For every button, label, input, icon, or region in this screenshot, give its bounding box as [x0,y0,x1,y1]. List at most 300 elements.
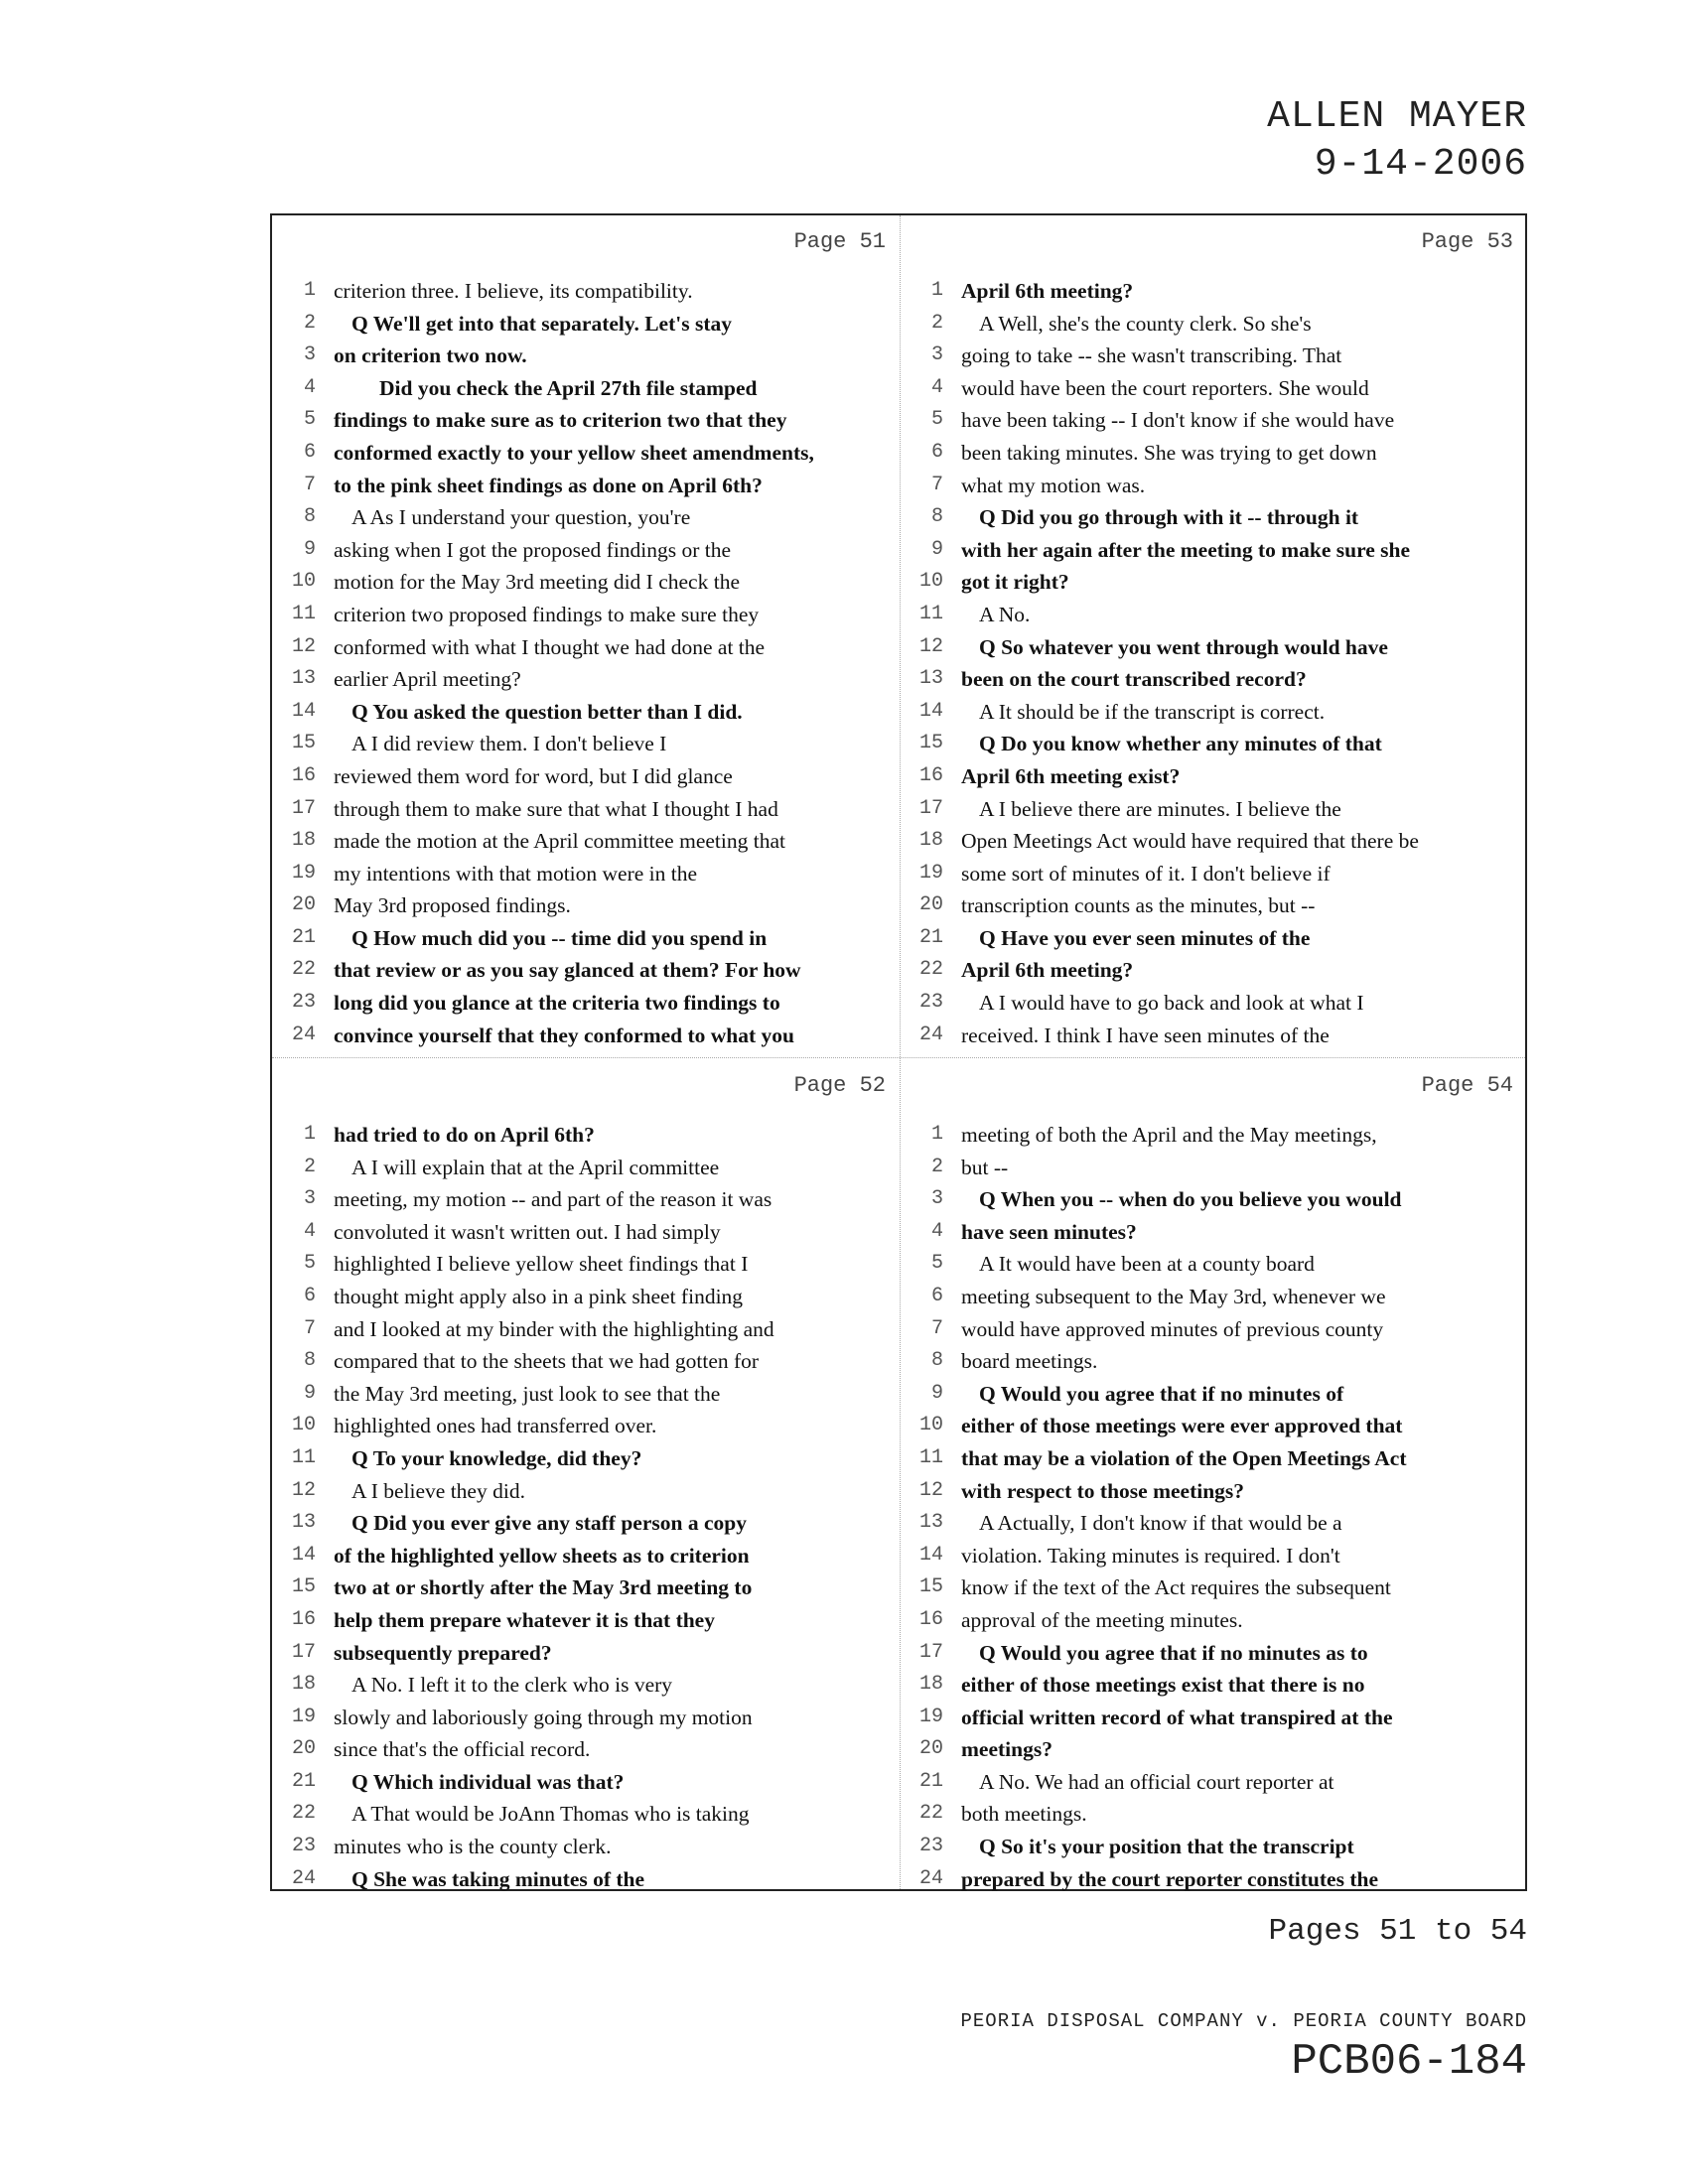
line-number: 11 [291,1445,316,1469]
line-text: conformed exactly to your yellow sheet amendments, [334,440,814,465]
line-number: 10 [291,1414,316,1437]
transcript-line [900,1119,1527,1152]
line-number: 14 [291,699,316,723]
line-number: 6 [303,1284,316,1307]
transcript-line [900,1248,1527,1281]
line-number: 21 [291,1769,316,1793]
transcript-line [272,1637,900,1670]
transcript-line [272,275,900,308]
line-number: 16 [918,1607,943,1631]
line-number: 18 [291,1673,316,1697]
page-label: Page 52 [793,1073,886,1098]
line-text: April 6th meeting exist? [961,763,1181,788]
transcript-line [900,534,1527,567]
transcript-line [900,954,1527,987]
line-number: 12 [918,634,943,658]
transcript-frame [270,213,1527,1891]
line-text: transcription counts as the minutes, but -- [961,893,1316,918]
line-number: 20 [291,1737,316,1761]
witness-name: ALLEN MAYER [1267,95,1527,138]
line-number: 1 [930,1123,943,1146]
line-number: 19 [291,861,316,885]
line-text: got it right? [961,570,1069,595]
transcript-line [900,1604,1527,1637]
transcript-line [272,470,900,502]
transcript-line [900,1152,1527,1184]
line-text: motion for the May 3rd meeting did I check the [334,570,740,595]
line-number: 2 [930,311,943,335]
line-text: findings to make sure as to criterion two that they [334,408,787,433]
line-text: compared that to the sheets that we had gotten for [334,1349,760,1374]
line-number: 20 [918,893,943,917]
line-number: 24 [291,1866,316,1890]
line-number: 16 [918,763,943,787]
transcript-line [272,1831,900,1863]
transcript-line [272,1119,900,1152]
line-number: 4 [303,1219,316,1243]
line-text: would have approved minutes of previous county [961,1316,1384,1341]
transcript-line [900,1475,1527,1508]
transcript-line [900,1637,1527,1670]
line-number: 1 [303,279,316,302]
transcript-line [272,1604,900,1637]
line-number: 14 [291,1543,316,1567]
transcript-line [900,1798,1527,1831]
line-text: had tried to do on April 6th? [334,1123,595,1147]
line-text: A That would be JoAnn Thomas who is taking [351,1802,750,1827]
line-number: 9 [303,537,316,561]
line-text: some sort of minutes of it. I don't believe if [961,861,1331,886]
transcript-line [272,793,900,826]
line-text: either of those meetings were ever approved that [961,1414,1403,1438]
transcript-line [272,372,900,405]
line-number: 7 [303,1316,316,1340]
line-text: A I did review them. I don't believe I [351,732,667,756]
line-text: both meetings. [961,1802,1087,1827]
line-number: 7 [930,473,943,496]
line-number: 11 [918,602,943,625]
transcript-line [900,663,1527,696]
transcript-line [272,1766,900,1799]
page-label: Page 51 [793,229,886,254]
line-number: 17 [291,796,316,820]
line-number: 2 [930,1155,943,1178]
transcript-line [900,437,1527,470]
line-number: 8 [930,505,943,529]
line-text: A I would have to go back and look at what I [979,991,1364,1016]
transcript-line [900,340,1527,372]
line-text: April 6th meeting? [961,958,1134,983]
line-number: 21 [918,1769,943,1793]
line-text: Q So whatever you went through would have [979,634,1388,659]
line-number: 5 [930,1252,943,1276]
line-number: 4 [303,375,316,399]
transcript-line [900,372,1527,405]
line-text: since that's the official record. [334,1737,591,1762]
transcript-line [272,728,900,760]
line-text: April 6th meeting? [961,279,1134,303]
transcript-line [900,760,1527,793]
line-text: Q Did you ever give any staff person a copy [351,1511,747,1536]
line-text: A Actually, I don't know if that would be a [979,1511,1342,1536]
line-number: 6 [303,440,316,464]
transcript-line [272,858,900,890]
transcript-line [900,1313,1527,1346]
line-text: meeting of both the April and the May meetings, [961,1123,1377,1147]
line-text: reviewed them word for word, but I did glance [334,763,733,788]
transcript-line [272,404,900,437]
line-text: Q You asked the question better than I did. [351,699,743,724]
row-divider [272,1057,1525,1058]
page-lines [272,275,900,1051]
transcript-line [900,987,1527,1020]
transcript-line [900,1378,1527,1411]
page-lines [900,275,1527,1051]
transcript-line [272,599,900,631]
transcript-line [900,1442,1527,1475]
line-number: 3 [303,343,316,367]
line-text: A No. We had an official court reporter at [979,1769,1334,1794]
line-number: 23 [291,1835,316,1858]
line-number: 23 [291,991,316,1015]
transcript-line [900,1345,1527,1378]
line-text: Q Which individual was that? [351,1769,625,1794]
line-text: highlighted I believe yellow sheet findings that I [334,1252,749,1277]
line-number: 14 [918,699,943,723]
line-number: 3 [930,343,943,367]
line-text: A It would have been at a county board [979,1252,1315,1277]
line-text: Q Would you agree that if no minutes as to [979,1640,1368,1665]
line-number: 11 [918,1445,943,1469]
transcript-line [900,1766,1527,1799]
line-text: that review or as you say glanced at them? For how [334,958,801,983]
line-number: 24 [918,1023,943,1046]
line-text: asking when I got the proposed findings or the [334,537,732,562]
line-number: 20 [291,893,316,917]
line-number: 23 [918,1835,943,1858]
line-number: 4 [930,1219,943,1243]
line-text: two at or shortly after the May 3rd meeting to [334,1575,753,1600]
line-text: Q To your knowledge, did they? [351,1445,642,1470]
transcript-line [272,340,900,372]
transcript-line [900,404,1527,437]
line-number: 5 [930,408,943,432]
transcript-line [272,1183,900,1216]
line-text: my intentions with that motion were in the [334,861,698,886]
line-number: 17 [918,1640,943,1664]
line-number: 12 [291,634,316,658]
transcript-line [900,1183,1527,1216]
transcript-line [272,1798,900,1831]
transcript-line [900,501,1527,534]
line-number: 12 [918,1478,943,1502]
transcript-line [900,922,1527,955]
line-number: 24 [291,1023,316,1046]
line-text: A No. I left it to the clerk who is very [351,1673,673,1698]
transcript-line [900,793,1527,826]
line-text: May 3rd proposed findings. [334,893,571,918]
line-text: conformed with what I thought we had done at the [334,634,766,659]
line-text: A I believe they did. [351,1478,525,1503]
line-number: 5 [303,408,316,432]
line-text: long did you glance at the criteria two findings to [334,991,780,1016]
case-number: PCB06-184 [1291,2037,1527,2087]
line-text: know if the text of the Act requires the subsequent [961,1575,1391,1600]
transcript-line [900,1831,1527,1863]
line-text: prepared by the court reporter constitutes the [961,1866,1378,1891]
line-number: 6 [930,440,943,464]
transcript-line [900,889,1527,922]
line-number: 22 [291,1802,316,1826]
transcript-line [272,1020,900,1052]
line-text: Open Meetings Act would have required that there be [961,829,1419,854]
line-text: A Well, she's the county clerk. So she's [979,311,1312,336]
transcript-line [272,1863,900,1896]
line-text: A As I understand your question, you're [351,505,691,530]
line-text: highlighted ones had transferred over. [334,1414,657,1438]
transcript-line [900,1863,1527,1896]
line-number: 7 [303,473,316,496]
transcript-line [272,1475,900,1508]
transcript-line [900,728,1527,760]
line-number: 19 [291,1705,316,1728]
line-text: would have been the court reporters. She would [961,375,1369,400]
line-number: 10 [918,1414,943,1437]
line-number: 17 [918,796,943,820]
line-text: A It should be if the transcript is correct. [979,699,1326,724]
line-number: 10 [918,570,943,594]
line-number: 21 [291,925,316,949]
page-label: Page 53 [1421,229,1513,254]
line-text: Q Do you know whether any minutes of that [979,732,1382,756]
line-text: Q We'll get into that separately. Let's stay [351,311,732,336]
transcript-line [272,889,900,922]
line-text: with respect to those meetings? [961,1478,1245,1503]
transcript-line [272,1571,900,1604]
line-text: meetings? [961,1737,1052,1762]
line-number: 6 [930,1284,943,1307]
transcript-line [900,275,1527,308]
transcript-line [272,696,900,729]
transcript-line [900,1216,1527,1249]
transcript-line [900,858,1527,890]
line-number: 13 [918,1511,943,1535]
line-text: subsequently prepared? [334,1640,552,1665]
line-number: 8 [930,1349,943,1373]
transcript-line [900,696,1527,729]
line-text: Q Did you go through with it -- through it [979,505,1359,530]
line-number: 8 [303,1349,316,1373]
line-number: 19 [918,861,943,885]
line-text: thought might apply also in a pink sheet finding [334,1284,744,1308]
transcript-line [272,1248,900,1281]
transcript-line [272,1669,900,1702]
line-text: made the motion at the April committee meeting that [334,829,785,854]
line-number: 3 [303,1187,316,1211]
line-number: 18 [918,1673,943,1697]
deposition-date: 9-14-2006 [1314,143,1527,186]
line-text: have seen minutes? [961,1219,1137,1244]
line-number: 10 [291,570,316,594]
line-text: Q So it's your position that the transcript [979,1835,1354,1859]
line-number: 13 [918,667,943,691]
line-text: Q Have you ever seen minutes of the [979,925,1311,950]
transcript-line [272,534,900,567]
transcript-line [272,663,900,696]
transcript-line [272,1281,900,1313]
line-number: 1 [303,1123,316,1146]
line-text: to the pink sheet findings as done on April 6th? [334,473,763,497]
page-label: Page 54 [1421,1073,1513,1098]
transcript-line [272,1378,900,1411]
line-text: Q How much did you -- time did you spend in [351,925,768,950]
line-number: 7 [930,1316,943,1340]
line-text: Q Would you agree that if no minutes of [979,1381,1344,1406]
line-number: 13 [291,667,316,691]
line-text: minutes who is the county clerk. [334,1835,612,1859]
line-number: 21 [918,925,943,949]
transcript-line [900,1540,1527,1572]
transcript-line [272,1410,900,1442]
line-text: A I will explain that at the April committee [351,1155,720,1179]
line-text: earlier April meeting? [334,667,521,692]
line-number: 24 [918,1866,943,1890]
line-text: help them prepare whatever it is that they [334,1607,715,1632]
line-text: on criterion two now. [334,343,527,368]
line-number: 9 [303,1381,316,1405]
line-text: slowly and laboriously going through my motion [334,1705,753,1729]
line-text: been on the court transcribed record? [961,667,1307,692]
line-number: 4 [930,375,943,399]
transcript-line [900,1669,1527,1702]
transcript-line [272,437,900,470]
line-text: the May 3rd meeting, just look to see that the [334,1381,721,1406]
line-number: 22 [291,958,316,982]
transcript-line [272,1442,900,1475]
transcript-line [900,1020,1527,1052]
transcript-line [272,1733,900,1766]
line-number: 16 [291,763,316,787]
line-number: 13 [291,1511,316,1535]
transcript-line [900,470,1527,502]
line-text: that may be a violation of the Open Meetings Act [961,1445,1407,1470]
line-number: 9 [930,537,943,561]
transcript-line [272,631,900,664]
line-number: 22 [918,958,943,982]
line-number: 9 [930,1381,943,1405]
line-number: 17 [291,1640,316,1664]
line-number: 12 [291,1478,316,1502]
pages-range: Pages 51 to 54 [1268,1914,1527,1949]
transcript-line [272,1345,900,1378]
line-number: 15 [918,1575,943,1599]
line-text: going to take -- she wasn't transcribing. That [961,343,1342,368]
transcript-line [900,631,1527,664]
line-text: approval of the meeting minutes. [961,1607,1243,1632]
transcript-line [272,825,900,858]
line-text: convince yourself that they conformed to what you [334,1023,794,1047]
transcript-line [272,1313,900,1346]
line-number: 3 [930,1187,943,1211]
line-text: criterion three. I believe, its compatibility. [334,279,693,303]
transcript-line [900,566,1527,599]
line-text: Did you check the April 27th file stamped [379,375,758,400]
line-number: 19 [918,1705,943,1728]
transcript-line [272,1702,900,1734]
line-text: meeting subsequent to the May 3rd, whenever we [961,1284,1386,1308]
transcript-line [900,825,1527,858]
line-text: board meetings. [961,1349,1098,1374]
line-text: Q When you -- when do you believe you would [979,1187,1402,1212]
transcript-line [900,1571,1527,1604]
line-number: 5 [303,1252,316,1276]
transcript-line [900,599,1527,631]
page-lines [272,1119,900,1895]
line-text: criterion two proposed findings to make sure they [334,602,760,626]
transcript-line [272,1216,900,1249]
line-number: 2 [303,1155,316,1178]
line-text: convoluted it wasn't written out. I had simply [334,1219,721,1244]
page-lines [900,1119,1527,1895]
transcript-line [272,954,900,987]
transcript-line [272,1540,900,1572]
line-text: received. I think I have seen minutes of the [961,1023,1330,1047]
line-text: of the highlighted yellow sheets as to criterion [334,1543,750,1568]
line-number: 15 [918,732,943,755]
line-number: 15 [291,732,316,755]
line-number: 14 [918,1543,943,1567]
line-number: 22 [918,1802,943,1826]
transcript-line [272,501,900,534]
line-number: 2 [303,311,316,335]
transcript-line [900,308,1527,341]
line-text: A I believe there are minutes. I believe the [979,796,1341,821]
transcript-line [900,1507,1527,1540]
line-text: through them to make sure that what I thought I had [334,796,778,821]
transcript-line [272,760,900,793]
line-number: 11 [291,602,316,625]
transcript-line [900,1733,1527,1766]
transcript-line [900,1410,1527,1442]
transcript-line [900,1281,1527,1313]
line-number: 1 [930,279,943,302]
transcript-line [272,566,900,599]
transcript-line [272,987,900,1020]
line-text: with her again after the meeting to make sure she [961,537,1411,562]
transcript-line [272,1152,900,1184]
line-number: 8 [303,505,316,529]
line-text: what my motion was. [961,473,1146,497]
line-text: and I looked at my binder with the highlighting and [334,1316,774,1341]
line-text: been taking minutes. She was trying to get down [961,440,1377,465]
line-number: 18 [291,829,316,853]
transcript-line [900,1702,1527,1734]
line-number: 20 [918,1737,943,1761]
line-number: 18 [918,829,943,853]
line-number: 16 [291,1607,316,1631]
transcript-line [272,922,900,955]
line-text: A No. [979,602,1031,626]
line-text: but -- [961,1155,1009,1179]
case-caption: PEORIA DISPOSAL COMPANY v. PEORIA COUNTY BOARD [960,2010,1527,2032]
line-number: 15 [291,1575,316,1599]
line-text: Q She was taking minutes of the [351,1866,645,1891]
line-text: meeting, my motion -- and part of the reason it was [334,1187,772,1212]
line-number: 23 [918,991,943,1015]
transcript-line [272,1507,900,1540]
line-text: either of those meetings exist that there is no [961,1673,1365,1698]
line-text: violation. Taking minutes is required. I don't [961,1543,1340,1568]
